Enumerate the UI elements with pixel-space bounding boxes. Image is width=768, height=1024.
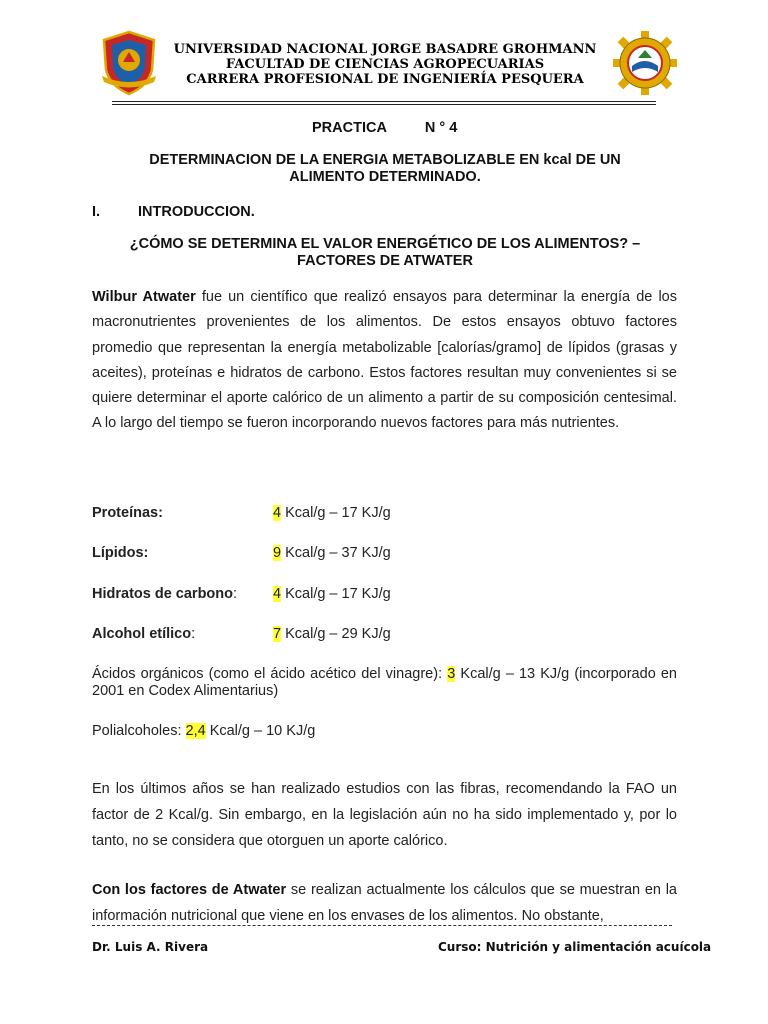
footer-course: Curso: Nutrición y alimentación acuícola xyxy=(438,940,712,954)
atwater-calculation-paragraph: Con los factores de Atwater se realizan actualmente los cálculos que se muestran en la información nutricional que viene en los envases de los alimentos. No obstante, xyxy=(92,882,678,924)
question-heading xyxy=(100,236,670,270)
factor-value: 4 Kcal/g – 17 KJ/g xyxy=(273,586,391,602)
engineering-gear-seal-logo xyxy=(612,30,678,96)
factor-highlight: 9 xyxy=(273,545,282,561)
factor-highlight: 7 xyxy=(273,626,282,642)
career-name: CARRERA PROFESIONAL DE INGENIERÍA PESQUERA xyxy=(186,72,584,87)
header-rule-double xyxy=(112,104,656,105)
question-line2: FACTORES DE ATWATER xyxy=(297,253,473,269)
header-rule xyxy=(112,101,656,102)
factor-value: 4 Kcal/g – 17 KJ/g xyxy=(273,505,391,521)
factor-highlight: 2,4 xyxy=(185,723,206,739)
factor-label: Alcohol etílico: xyxy=(92,626,196,642)
faculty-name: FACULTAD DE CIENCIAS AGROPECUARIAS xyxy=(225,57,545,72)
document-title-line2: ALIMENTO DETERMINADO. xyxy=(289,169,481,185)
intro-paragraph xyxy=(92,285,677,437)
factor-label: Hidratos de carbono: xyxy=(92,586,238,602)
practice-label: PRACTICA xyxy=(312,120,387,136)
practice-number: N ° 4 xyxy=(424,120,458,136)
factor-label: Lípidos: xyxy=(92,545,149,561)
page-header xyxy=(0,0,768,110)
scientist-name: Wilbur Atwater xyxy=(92,289,196,305)
section-heading xyxy=(92,204,255,220)
section-number: I. xyxy=(92,204,101,220)
factor-highlight: 4 xyxy=(273,586,282,602)
document-title-line1: DETERMINACION DE LA ENERGIA METABOLIZABLE EN kcal DE UN xyxy=(149,152,621,168)
organic-acids-factor: Ácidos orgánicos (como el ácido acético del vinagre): 3 Kcal/g – 13 KJ/g (incorporado en 2001 en Codex Alimentarius) xyxy=(92,666,677,699)
factor-value: 7 Kcal/g – 29 KJ/g xyxy=(273,626,391,642)
university-name: UNIVERSIDAD NACIONAL JORGE BASADRE GROHMANN xyxy=(173,42,597,57)
factor-highlight: 4 xyxy=(273,505,282,521)
factor-label: Proteínas: xyxy=(92,505,163,521)
university-crest-logo xyxy=(100,30,158,96)
fiber-paragraph: En los últimos años se han realizado estudios con las fibras, recomendando la FAO un factor de 2 Kcal/g. Sin embargo, en la legislación aún no ha sido implementado y, por lo tanto, no se considera que otorguen un aporte calórico. xyxy=(92,781,677,849)
factor-highlight: 3 xyxy=(447,666,456,682)
footer-author: Dr. Luis A. Rivera xyxy=(92,940,209,954)
document-title xyxy=(100,152,670,186)
footer-rule xyxy=(92,925,672,926)
factor-value: 9 Kcal/g – 37 KJ/g xyxy=(273,545,391,561)
question-line1: ¿CÓMO SE DETERMINA EL VALOR ENERGÉTICO DE LOS ALIMENTOS? – xyxy=(129,236,641,252)
section-title: INTRODUCCION. xyxy=(138,204,255,220)
practice-title xyxy=(312,120,457,136)
university-heading xyxy=(170,42,600,87)
intro-text: fue un científico que realizó ensayos para determinar la energía de los macronutrientes provenientes de los alimentos. De estos ensayos obtuvo factores promedio que representan la energía metabolizable [calorías/gramo] de lípidos (grasas y aceites), proteínas e hidratos de carbono. Estos factores resultan muy convenientes si se quiere determinar el aporte calórico de un alimento a partir de su composición centesimal. A lo largo del tiempo se fueron incorporando nuevos factores para más nutrientes. xyxy=(92,289,677,432)
polyalcohols-factor: Polialcoholes: 2,4 Kcal/g – 10 KJ/g xyxy=(92,723,316,739)
